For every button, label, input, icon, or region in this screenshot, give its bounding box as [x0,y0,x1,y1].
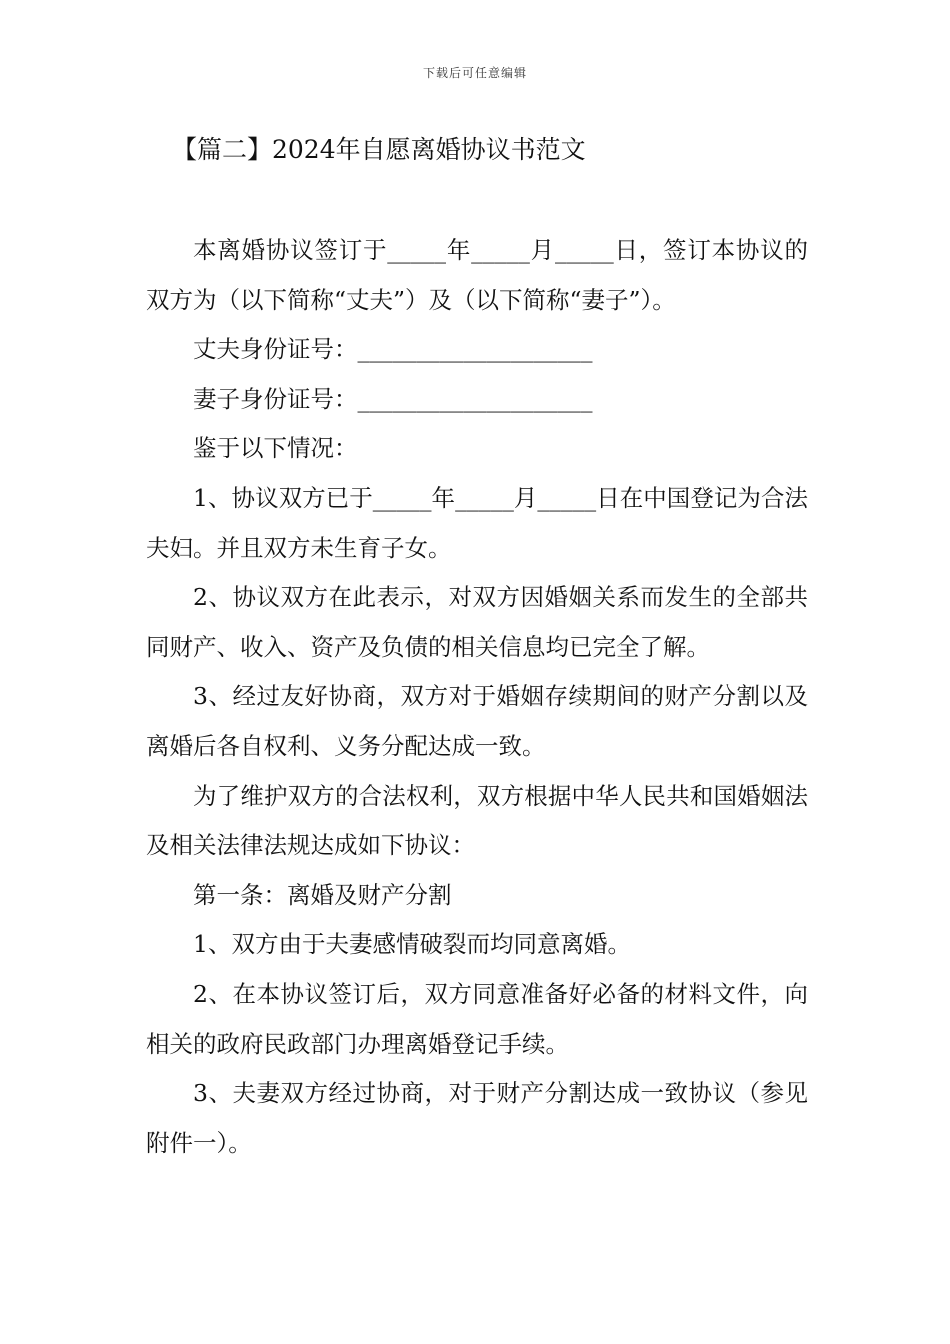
paragraph-item-3: 3、经过友好协商，双方对于婚姻存续期间的财产分割以及离婚后各自权利、义务分配达成一致。 [146,682,808,760]
paragraph-item-2: 2、协议双方在此表示，对双方因婚姻关系而发生的全部共同财产、收入、资产及负债的相关信息均已完全了解。 [146,583,808,661]
document-title: 【篇二】2024年自愿离婚协议书范文 [172,135,586,164]
paragraph-item-1: 1、协议双方已于_____年_____月_____日在中国登记为合法夫妇。并且双方未生育子女。 [146,483,808,562]
paragraph-article-1-clause-2: 2、在本协议签订后，双方同意准备好必备的材料文件，向相关的政府民政部门办理离婚登记手续。 [146,979,808,1058]
paragraph-purpose: 为了维护双方的合法权利，双方根据中华人民共和国婚姻法及相关法律法规达成如下协议： [146,781,808,860]
header-note: 下载后可任意编辑 [422,66,527,80]
paragraph-article-1-clause-3: 3、夫妻双方经过协商，对于财产分割达成一致协议（参见附件一）。 [146,1079,808,1157]
paragraph-article-1-heading: 第一条：离婚及财产分割 [193,880,452,909]
paragraph-wife-id: 妻子身份证号：____________________ [193,384,593,413]
paragraph-husband-id: 丈夫身份证号：____________________ [193,335,593,364]
paragraph-article-1-clause-1: 1、双方由于夫妻感情破裂而均同意离婚。 [193,930,631,959]
paragraph-whereas: 鉴于以下情况： [193,434,358,463]
paragraph-intro: 本离婚协议签订于_____年_____月_____日，签订本协议的双方为（以下简称“丈夫”）及（以下简称“妻子”）。 [146,236,808,314]
document-body [146,226,808,1168]
